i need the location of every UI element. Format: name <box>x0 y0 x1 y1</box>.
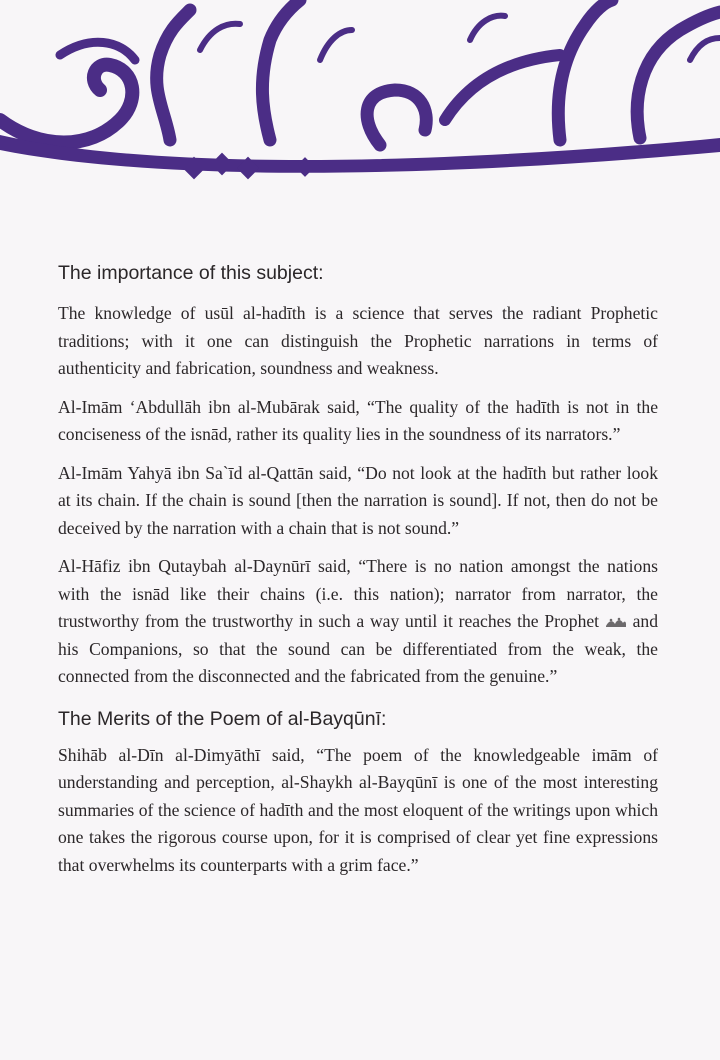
calligraphy-stroke <box>320 30 352 60</box>
arabic-calligraphy-ornament <box>0 0 720 200</box>
calligraphy-stroke <box>690 38 720 60</box>
calligraphy-stroke <box>367 90 426 145</box>
calligraphy-stroke <box>200 24 240 50</box>
quote-ibn-qutaybah-end: and his Companions, so that the sound can be differentiated from the weak, the connected from the disconnected and the fabricated from the genuine.” <box>58 611 658 686</box>
calligraphy-stroke <box>558 0 612 140</box>
calligraphy-stroke <box>445 55 560 120</box>
section-heading-merits: The Merits of the Poem of al-Bayqūnī: <box>58 707 387 730</box>
page-content <box>58 256 658 890</box>
quote-ibn-mubarak: Al-Imām ʻAbdullāh ibn al-Mubārak said, “The quality of the hadīth is not in the conciseness of the isnād, rather its quality lies in the soundness of its narrators.” <box>58 396 658 444</box>
diamond-dot <box>211 153 234 176</box>
quote-ibn-qutaybah <box>58 553 658 691</box>
calligraphy-stroke <box>262 0 300 140</box>
calligraphy-stroke <box>470 16 505 40</box>
quote-ibn-qutaybah-start: Al-Hāfiz ibn Qutaybah al-Daynūrī said, “There is no nation amongst the nations with the isnād like their chains (i.e. this nation); narrator from narrator, the trustworthy from the trustworthy in such a way until it reaches the Prophet <box>58 556 658 631</box>
calligraphy-stroke <box>0 65 132 143</box>
calligraphy-stroke <box>637 12 720 138</box>
paragraph-usul-definition: The knowledge of usūl al-hadīth is a science that serves the radiant Prophetic traditions; with it one can distinguish the Prophetic narrations in terms of authenticity and fabrication, soundness and weakness. <box>58 303 658 378</box>
quote-dimyathi: Shihāb al-Dīn al-Dimyāthī said, “The poem of the knowledgeable imām of understanding and perception, al-Shaykh al-Bayqūnī is one of the most interesting summaries of the science of hadīth and the most eloquent of the writings upon which one takes the rigorous course upon, for it is comprised of clear yet fine expressions that overwhelms its counterparts with a grim face.” <box>58 744 658 875</box>
calligraphy-stroke <box>157 10 190 140</box>
calligraphy-stroke <box>60 42 135 60</box>
calligraphy-stroke <box>0 135 720 173</box>
salawat-glyph-icon <box>605 617 627 629</box>
section-heading-importance: The importance of this subject: <box>58 262 324 284</box>
quote-yahya-qattan: Al-Imām Yahyā ibn Sa`īd al-Qattān said, “Do not look at the hadīth but rather look at its chain. If the chain is sound [then the narration is sound]. If not, then do not be deceived by the narration with a chain that is not sound.” <box>58 462 658 538</box>
